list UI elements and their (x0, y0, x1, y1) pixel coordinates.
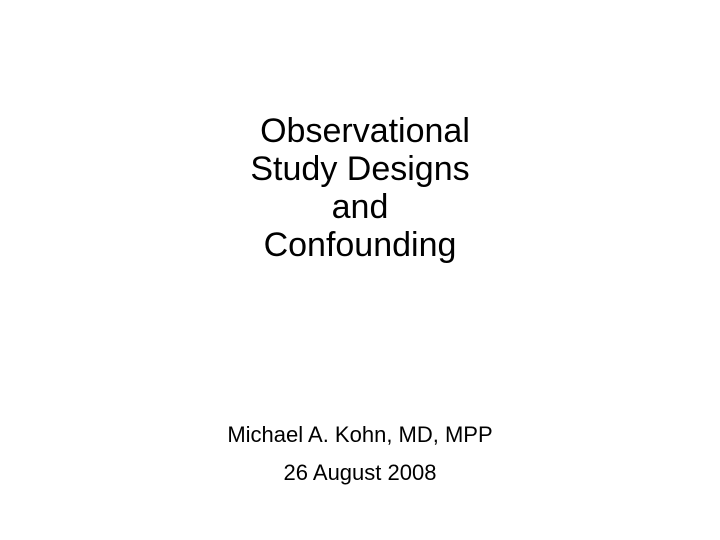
slide-subtitle (0, 416, 720, 492)
title-line: Observational (260, 112, 470, 150)
slide-title (0, 112, 720, 264)
title-line: and (331, 188, 389, 226)
author-name: Michael A. Kohn, MD, MPP (227, 422, 493, 447)
title-line: Study Designs (250, 150, 470, 188)
title-line: Confounding (263, 226, 457, 264)
presentation-date: 26 August 2008 (283, 460, 437, 485)
